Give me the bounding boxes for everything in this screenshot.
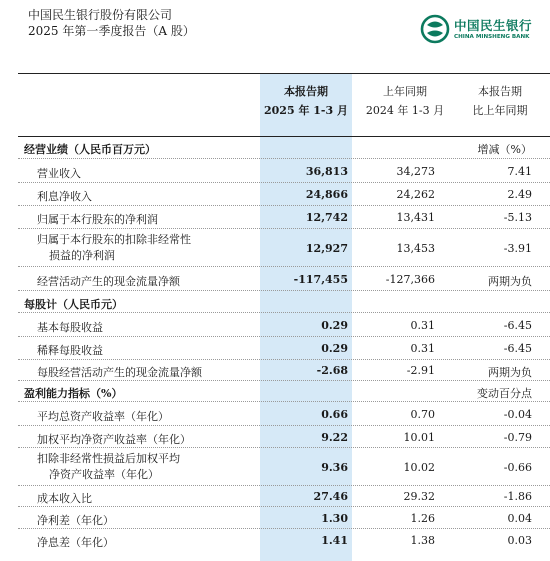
change-value: -6.45 (503, 342, 532, 355)
table-row (18, 403, 550, 426)
section-row (18, 382, 550, 402)
prior-period-value: 0.31 (410, 319, 435, 332)
current-period-value: 0.29 (321, 342, 348, 355)
change-value: 0.03 (507, 534, 532, 547)
current-period-value: 36,813 (305, 165, 348, 178)
prior-period-value: 10.01 (403, 431, 435, 444)
indicator-label: 净息差（年化） (37, 536, 114, 549)
report-header (28, 7, 195, 39)
table-row (18, 487, 550, 507)
section-label: 盈利能力指标（%） (24, 387, 123, 400)
indicator-label: 经营活动产生的现金流量净额 (37, 275, 180, 288)
current-period-value: 12,927 (305, 242, 348, 255)
current-period-value: 9.22 (321, 431, 348, 444)
indicator-label: 扣除非经常性损益后加权平均 净资产收益率（年化） (37, 452, 180, 481)
section-row (18, 137, 550, 159)
bank-logo (420, 14, 545, 54)
change-value: -0.66 (503, 461, 532, 474)
logo-english-name: CHINA MINSHENG BANK (454, 34, 530, 40)
row-separator (18, 506, 550, 507)
prior-period-value: 13,453 (396, 242, 435, 255)
report-title: 2025 年第一季度报告（A 股） (28, 24, 195, 38)
table-row (18, 230, 550, 267)
row-separator (18, 205, 550, 206)
change-value: -0.79 (503, 431, 532, 444)
prior-period-value: 29.32 (403, 490, 435, 503)
change-value: -1.86 (503, 490, 532, 503)
current-period-value: 24,866 (305, 188, 348, 201)
current-period-value: 9.36 (321, 461, 348, 474)
section-row (18, 292, 550, 313)
table-row (18, 207, 550, 229)
indicator-label: 每股经营活动产生的现金流量净额 (37, 366, 202, 379)
current-period-value: 27.46 (313, 490, 348, 503)
prior-period-value: 1.26 (410, 512, 435, 525)
table-row (18, 530, 550, 552)
row-separator (18, 447, 550, 448)
indicator-label: 稀释每股收益 (37, 344, 103, 357)
current-period-value: 0.29 (321, 319, 348, 332)
row-separator (18, 290, 550, 291)
table-row (18, 268, 550, 291)
indicator-label: 归属于本行股东的净利润 (37, 213, 158, 226)
table-top-rule (18, 73, 550, 74)
prior-period-value: 0.31 (410, 342, 435, 355)
section-label: 经营业绩（人民币百万元） (24, 143, 156, 156)
table-row (18, 427, 550, 448)
row-separator (18, 312, 550, 313)
table-row (18, 508, 550, 529)
prior-period-value: 10.02 (403, 461, 435, 474)
change-value: -3.91 (503, 242, 532, 255)
company-name: 中国民生银行股份有限公司 (28, 8, 173, 22)
current-period-value: 1.30 (321, 512, 348, 525)
change-value: 两期为负 (488, 275, 532, 288)
indicator-label: 归属于本行股东的扣除非经常性 损益的净利润 (37, 233, 191, 262)
change-value: 2.49 (507, 188, 532, 201)
current-period-value: 1.41 (321, 534, 348, 547)
col-header-change: 本报告期 比上年同期 (472, 85, 528, 117)
row-separator (18, 228, 550, 229)
prior-period-value: 24,262 (396, 188, 435, 201)
table-row (18, 314, 550, 337)
indicator-label: 营业收入 (37, 167, 81, 180)
indicator-label: 基本每股收益 (37, 321, 103, 334)
current-period-value: -117,455 (293, 273, 348, 286)
table-row (18, 449, 550, 486)
row-separator (18, 336, 550, 337)
row-separator (18, 182, 550, 183)
current-period-value: 12,742 (305, 211, 348, 224)
section-change-unit: 增减（%） (477, 143, 532, 156)
prior-period-value: 13,431 (396, 211, 435, 224)
row-separator (18, 266, 550, 267)
change-value: 0.04 (507, 512, 532, 525)
row-separator (18, 359, 550, 360)
col-header-current: 本报告期 2025 年 1-3 月 (264, 85, 348, 117)
section-change-unit: 变动百分点 (477, 387, 532, 400)
row-separator (18, 401, 550, 402)
table-row (18, 184, 550, 206)
row-separator (18, 485, 550, 486)
change-value: 7.41 (507, 165, 532, 178)
indicator-label: 净利差（年化） (37, 514, 114, 527)
table-row (18, 160, 550, 183)
minsheng-logo-icon (420, 14, 450, 44)
table-row (18, 361, 550, 381)
current-period-value: -2.68 (316, 364, 348, 377)
change-value: 两期为负 (488, 366, 532, 379)
row-separator (18, 380, 550, 381)
prior-period-value: 0.70 (410, 408, 435, 421)
indicator-label: 平均总资产收益率（年化） (37, 410, 169, 423)
logo-chinese-name: 中国民生银行 (454, 18, 533, 33)
section-label: 每股计（人民币元） (24, 298, 123, 311)
current-period-value: 0.66 (321, 408, 348, 421)
prior-period-value: -2.91 (406, 364, 435, 377)
change-value: -6.45 (503, 319, 532, 332)
indicator-label: 加权平均净资产收益率（年化） (37, 433, 191, 446)
table-row (18, 338, 550, 360)
prior-period-value: 1.38 (410, 534, 435, 547)
prior-period-value: -127,366 (385, 273, 435, 286)
indicator-label: 成本收入比 (37, 492, 92, 505)
row-separator (18, 528, 550, 529)
row-separator (18, 425, 550, 426)
prior-period-value: 34,273 (396, 165, 435, 178)
change-value: -5.13 (503, 211, 532, 224)
col-header-prior: 上年同期 2024 年 1-3 月 (365, 85, 445, 117)
row-separator (18, 158, 550, 159)
change-value: -0.04 (503, 408, 532, 421)
indicator-label: 利息净收入 (37, 190, 92, 203)
